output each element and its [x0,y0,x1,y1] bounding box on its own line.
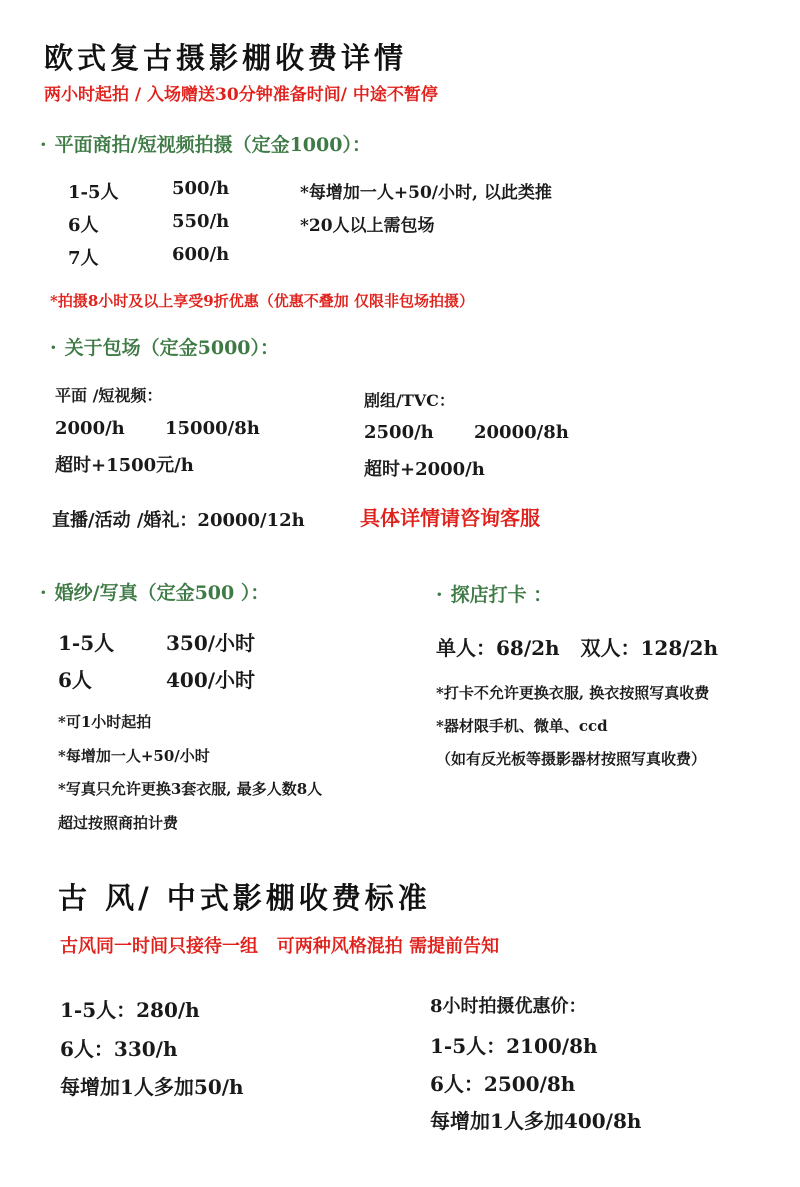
ancient-right-line: 6人：2500/8h [430,1072,576,1096]
flat-row-2-people: 6人 [68,215,99,236]
wedding-row-2-price: 400/小时 [166,668,256,692]
package-tvc-label: 剧组/TVC： [364,391,455,410]
flat-row-1-price: 500/h [172,178,230,199]
package-flat-overtime: 超时+1500元/h [55,455,194,476]
flat-row-3-price: 600/h [172,244,230,265]
wedding-note: *可1小时起拍 [58,713,152,731]
ancient-right-line: 每增加1人多加400/8h [430,1109,642,1133]
ancient-right-line: 1-5人：2100/8h [430,1034,598,1058]
checkin-prices: 单人：68/2h 双人：128/2h [436,636,718,660]
ancient-left-line: 6人：330/h [60,1037,178,1061]
ancient-right-line: 8小时拍摄优惠价： [430,996,587,1017]
checkin-note: *器材限手机、微单、ccd [436,717,608,735]
wedding-note: *写真只允许更换3套衣服, 最多人数8人 [58,780,323,798]
checkin-note: （如有反光板等摄影器材按照写真收费） [436,750,707,768]
package-section-heading [50,333,279,360]
flat-row-3-people: 7人 [68,248,99,269]
wedding-section-heading [40,578,269,605]
package-tvc-hourly: 2500/h [364,422,434,443]
wedding-row-1-people: 1-5人 [58,631,115,655]
wedding-row-2-people: 6人 [58,668,92,692]
bullet-icon: · [50,337,57,359]
wedding-row-1-price: 350/小时 [166,631,256,655]
flat-row-2-price: 550/h [172,211,230,232]
package-flat-label: 平面 /短视频： [55,386,163,405]
package-tvc-overtime: 超时+2000/h [364,459,485,480]
ancient-subtitle: 古风同一时间只接待一组 可两种风格混拍 需提前告知 [60,936,500,957]
bullet-icon: · [40,134,47,156]
checkin-heading-text: 探店打卡 ： [450,584,553,606]
page-title: 欧式复古摄影棚收费详情 [44,41,408,75]
flat-row-2-note: *20人以上需包场 [300,216,435,236]
bullet-icon: · [40,582,47,604]
flat-section-heading [40,130,371,157]
flat-row-1-people: 1-5人 [68,182,119,203]
package-flat-8h: 15000/8h [165,418,260,439]
page-subtitle: 两小时起拍 / 入场赠送30分钟准备时间/ 中途不暂停 [44,85,438,105]
package-live-price: 直播/活动 /婚礼：20000/12h [52,510,305,531]
bullet-icon: · [436,584,443,606]
flat-heading-text: 平面商拍/短视频拍摄（定金1000）： [54,134,371,156]
ancient-left-line: 1-5人：280/h [60,998,200,1022]
checkin-section-heading [436,580,552,607]
flat-discount-note: *拍摄8小时及以上享受9折优惠（优惠不叠加 仅限非包场拍摄） [50,292,474,310]
checkin-note: *打卡不允许更换衣服, 换衣按照写真收费 [436,684,710,702]
ancient-left-line: 每增加1人多加50/h [60,1075,244,1099]
wedding-note: 超过按照商拍计费 [58,814,179,832]
wedding-heading-text: 婚纱/写真（定金500 ）： [54,582,270,604]
package-flat-hourly: 2000/h [55,418,125,439]
contact-service-note: 具体详情请咨询客服 [360,506,540,530]
package-heading-text: 关于包场（定金5000）： [64,337,280,359]
ancient-title: 古 风/ 中式影棚收费标准 [58,881,431,915]
package-tvc-8h: 20000/8h [474,422,569,443]
wedding-note: *每增加一人+50/小时 [58,747,210,765]
flat-row-1-note: *每增加一人+50/小时, 以此类推 [300,183,552,203]
